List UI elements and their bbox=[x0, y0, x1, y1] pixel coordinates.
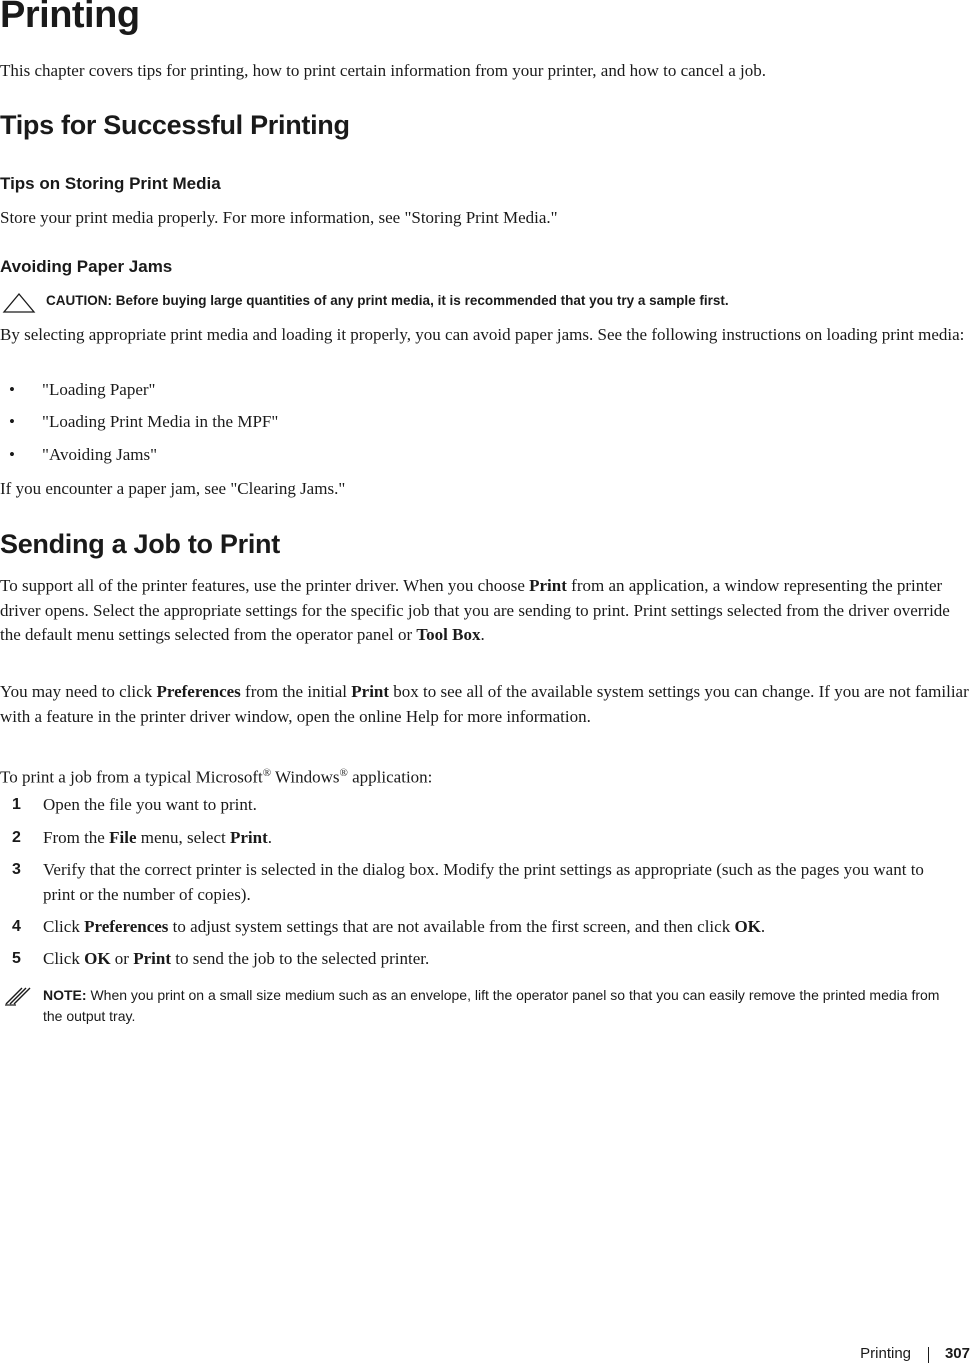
bullet-text: "Loading Paper" bbox=[42, 380, 156, 399]
step-number: 5 bbox=[12, 950, 21, 967]
step-number: 3 bbox=[12, 861, 21, 878]
page-number: 307 bbox=[944, 1345, 970, 1362]
step-number: 1 bbox=[12, 796, 21, 813]
caution-triangle-icon bbox=[2, 292, 36, 314]
list-item bbox=[0, 445, 900, 469]
sending-paragraph-1: To support all of the printer features, use the printer driver. When you choose Print from an application, a window representing the printer driver opens. Select the appropriate settings for the specific job that you are sending to print. Print settings selected from the driver override the default menu settings selected from the operator panel or Tool Box. bbox=[0, 576, 950, 644]
tips-heading: Tips for Successful Printing bbox=[0, 110, 350, 140]
caution-body: Before buying large quantities of any print media, it is recommended that you try a sample first. bbox=[115, 293, 729, 308]
caution-text bbox=[46, 293, 729, 308]
step-text: Click OK or Print to send the job to the selected printer. bbox=[43, 949, 430, 968]
step-text: From the File menu, select Print. bbox=[43, 828, 272, 847]
caution-callout bbox=[0, 290, 960, 316]
step-text: Open the file you want to print. bbox=[43, 795, 257, 814]
step-text: Verify that the correct printer is selected in the dialog box. Modify the print settings as appropriate (such as the pages you want to print or the number of copies). bbox=[43, 860, 924, 904]
bullet-icon: • bbox=[9, 412, 15, 431]
note-pencil-icon bbox=[2, 985, 34, 1007]
step-number: 4 bbox=[12, 918, 21, 935]
sending-heading: Sending a Job to Print bbox=[0, 529, 280, 559]
jams-heading: Avoiding Paper Jams bbox=[0, 257, 173, 276]
storing-paragraph: Store your print media properly. For more information, see "Storing Print Media." bbox=[0, 208, 558, 227]
bullet-text: "Loading Print Media in the MPF" bbox=[42, 412, 279, 431]
page-footer bbox=[771, 1345, 971, 1367]
note-body: When you print on a small size medium such as an envelope, lift the operator panel so that you can easily remove the printed media from the output tray. bbox=[43, 987, 940, 1024]
page-title: Printing bbox=[0, 0, 140, 36]
sending-paragraph-2: You may need to click Preferences from the initial Print box to see all of the available system settings you can change. If you are not familiar with a feature in the printer driver window, open the online Help for more information. bbox=[0, 682, 969, 726]
note-text bbox=[43, 985, 958, 1027]
footer-section: Printing bbox=[860, 1345, 911, 1362]
storing-heading: Tips on Storing Print Media bbox=[0, 174, 221, 193]
list-item bbox=[0, 380, 900, 404]
intro-paragraph: This chapter covers tips for printing, how to print certain information from your printer, and how to cancel a job. bbox=[0, 61, 766, 80]
caution-label: CAUTION: bbox=[46, 293, 112, 308]
step-number: 2 bbox=[12, 829, 21, 846]
bullet-icon: • bbox=[9, 380, 15, 399]
sending-paragraph-3: To print a job from a typical Microsoft® Windows® application: bbox=[0, 767, 433, 787]
jams-after-paragraph: If you encounter a paper jam, see "Clearing Jams." bbox=[0, 479, 346, 498]
step-text: Click Preferences to adjust system settings that are not available from the first screen, and then click OK. bbox=[43, 917, 766, 936]
bullet-text: "Avoiding Jams" bbox=[42, 445, 158, 464]
bullet-icon: • bbox=[9, 445, 15, 464]
jams-paragraph: By selecting appropriate print media and loading it properly, you can avoid paper jams. See the following instructions on loading print media: bbox=[0, 325, 965, 344]
list-item bbox=[0, 412, 900, 436]
note-label: NOTE: bbox=[43, 987, 87, 1003]
footer-divider bbox=[928, 1347, 929, 1363]
